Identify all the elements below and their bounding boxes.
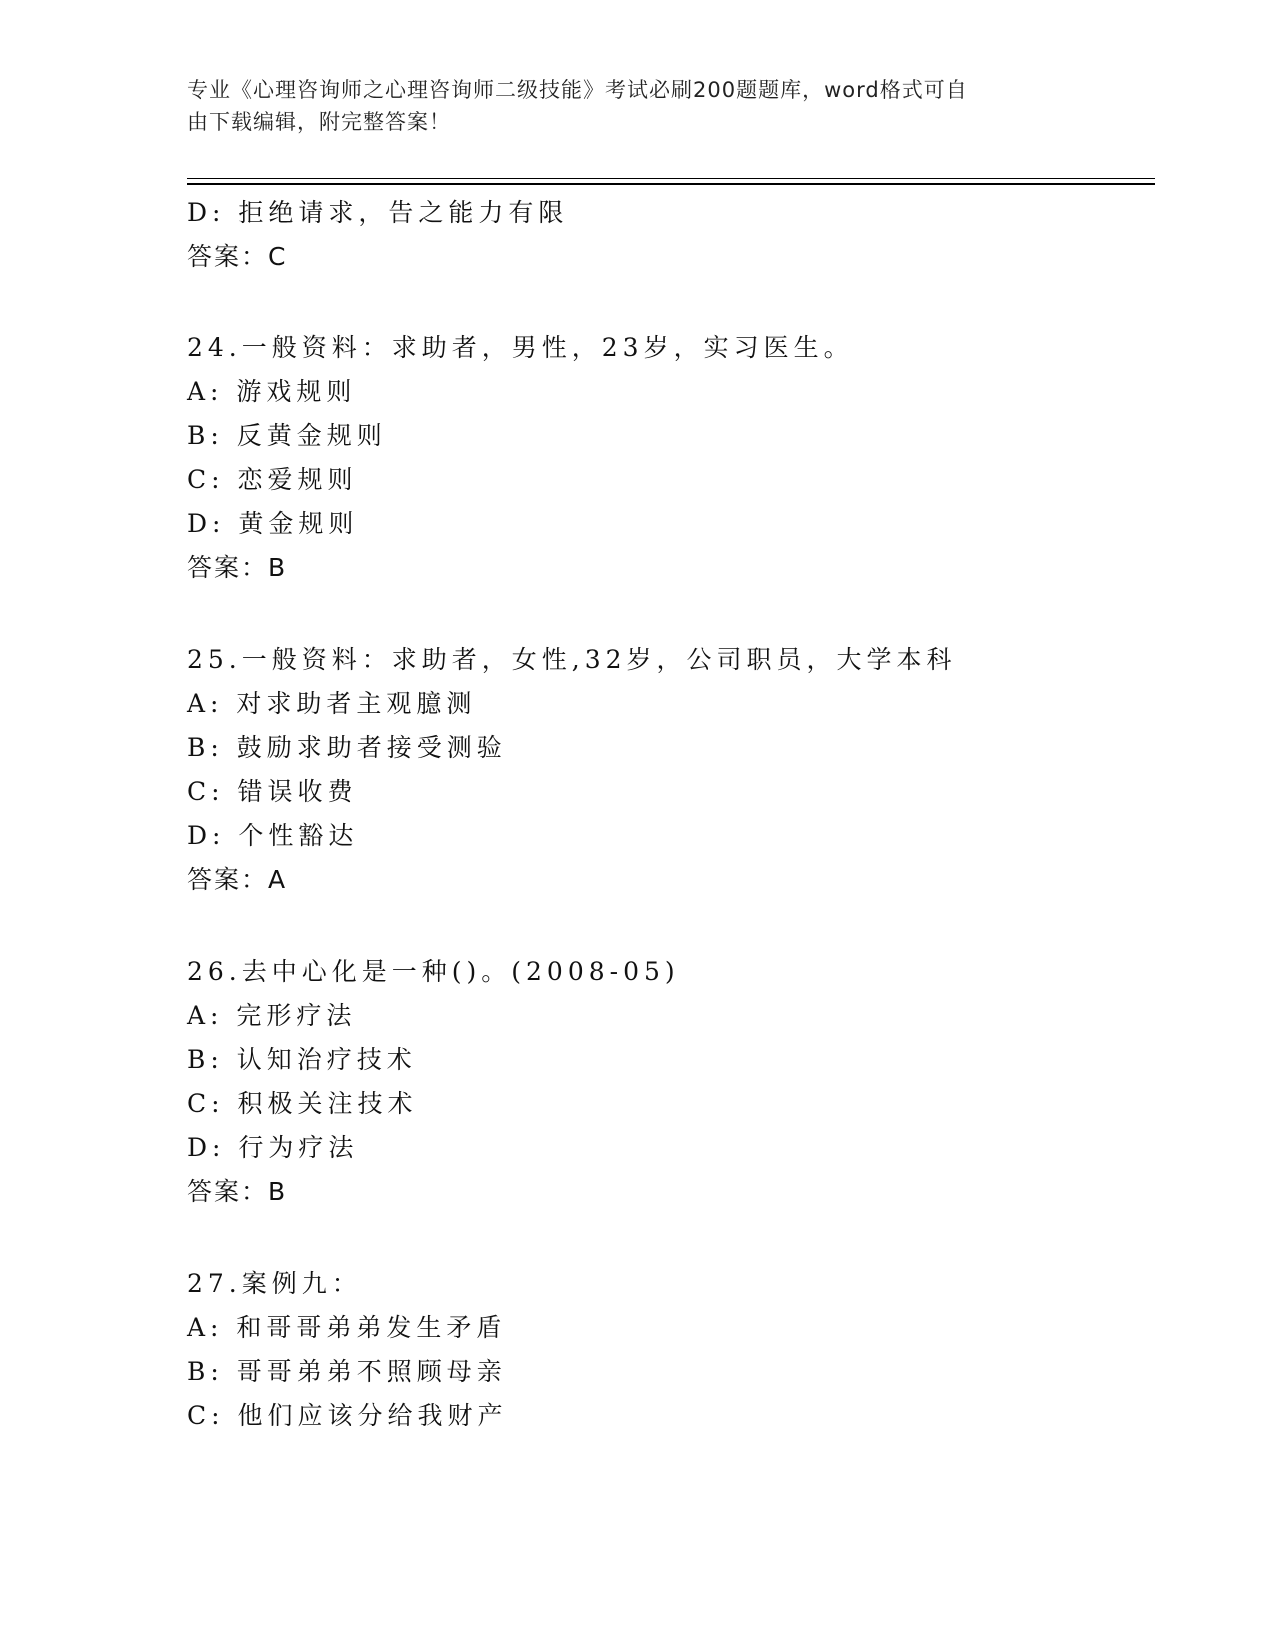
question-24-stem: 24.一般资料：求助者，男性，23岁，实习医生。 — [187, 333, 854, 362]
question-24-answer: 答案：B — [187, 553, 288, 582]
question-24-option-b: B: 反黄金规则 — [187, 421, 387, 450]
header-divider-thick — [187, 183, 1155, 185]
question-25-option-a: A: 对求助者主观臆测 — [187, 689, 477, 718]
question-26-option-c: C: 积极关注技术 — [187, 1089, 418, 1118]
question-25-option-b: B: 鼓励求助者接受测验 — [187, 733, 507, 762]
question-24-option-a: A: 游戏规则 — [187, 377, 357, 406]
prev-answer: 答案：C — [187, 242, 288, 271]
question-26-answer: 答案：B — [187, 1177, 288, 1206]
question-25-answer: 答案：A — [187, 865, 288, 894]
document-header — [187, 74, 1067, 138]
header-line-1: 专业《心理咨询师之心理咨询师二级技能》考试必刷200题题库，word格式可自 — [187, 78, 968, 102]
question-24-option-d: D: 黄金规则 — [187, 509, 359, 538]
question-27-option-c: C: 他们应该分给我财产 — [187, 1401, 508, 1430]
header-line-2: 由下载编辑，附完整答案！ — [187, 110, 451, 134]
question-27-option-a: A: 和哥哥弟弟发生矛盾 — [187, 1313, 507, 1342]
question-25-stem: 25.一般资料：求助者，女性,32岁，公司职员，大学本科 — [187, 645, 957, 674]
question-27-stem: 27.案例九： — [187, 1269, 362, 1298]
question-26-option-a: A: 完形疗法 — [187, 1001, 357, 1030]
question-25-option-d: D: 个性豁达 — [187, 821, 359, 850]
prev-option-d: D: 拒绝请求，告之能力有限 — [187, 198, 569, 227]
header-divider-thin — [187, 178, 1155, 179]
question-26-option-d: D: 行为疗法 — [187, 1133, 359, 1162]
question-26-option-b: B: 认知治疗技术 — [187, 1045, 417, 1074]
question-24-option-c: C: 恋爱规则 — [187, 465, 358, 494]
question-26-stem: 26.去中心化是一种()。(2008-05) — [187, 957, 680, 986]
question-25-option-c: C: 错误收费 — [187, 777, 358, 806]
question-27-option-b: B: 哥哥弟弟不照顾母亲 — [187, 1357, 507, 1386]
